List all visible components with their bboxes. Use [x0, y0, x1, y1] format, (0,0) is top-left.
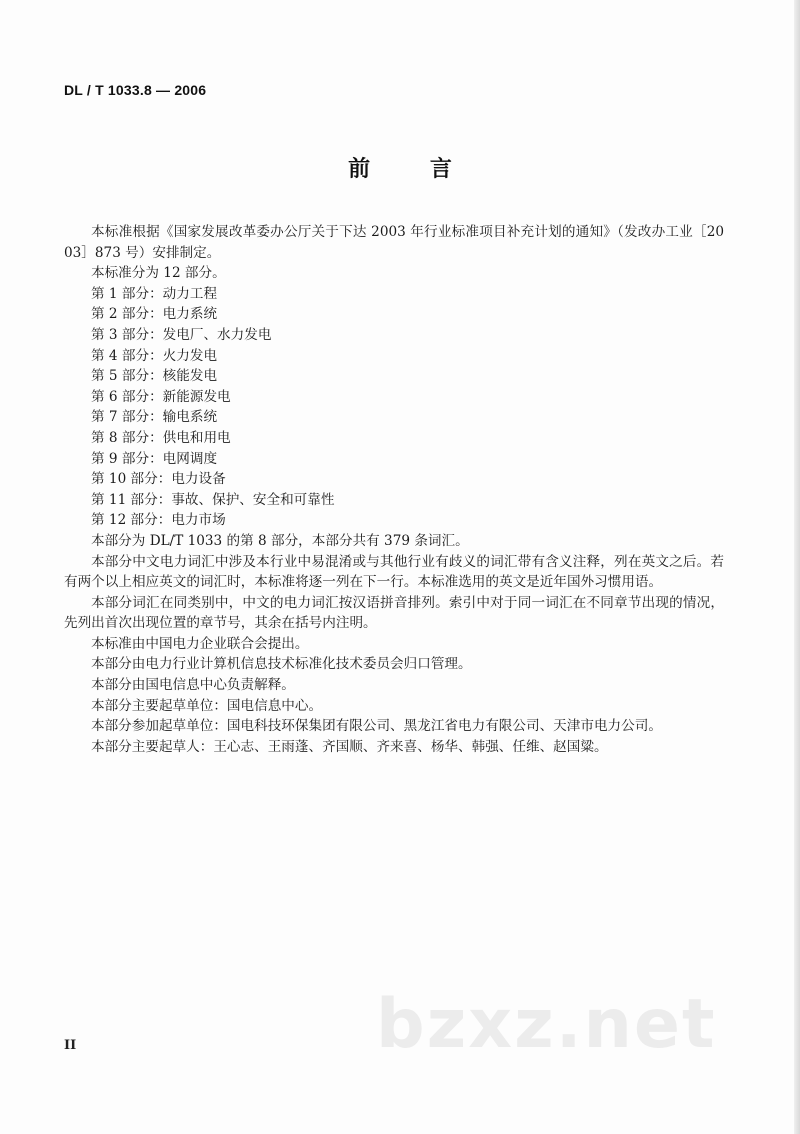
standard-code: DL / T 1033.8 — 2006: [64, 82, 207, 98]
list-item: 第 5 部分：核能发电: [91, 368, 218, 385]
paragraph: 本部分中文电力词汇中涉及本行业中易混淆或与其他行业有歧义的词汇带有含义注释，列在英文之后。若有两个以上相应英文的词汇时，本标准将逐一列在下一行。本标准选用的英文是近年国外习惯用语。: [64, 553, 724, 591]
paragraph: 本标准根据《国家发展改革委办公厅关于下达 2003 年行业标准项目补充计划的通知》（发改办工业［2003］873 号）安排制定。: [64, 224, 724, 261]
page-number: II: [64, 1038, 77, 1053]
paragraph: 本部分由国电信息中心负责解释。: [91, 677, 295, 694]
paragraph: 本部分为 DL/T 1033 的第 8 部分，本部分共有 379 条词汇。: [91, 532, 469, 549]
list-item: 第 10 部分：电力设备: [91, 471, 226, 488]
list-item: 第 9 部分：电网调度: [91, 450, 218, 467]
list-item: 第 8 部分：供电和用电: [91, 429, 231, 446]
paragraph: 本部分主要起草人：王心志、王雨蓬、齐国顺、齐来喜、杨华、韩强、任维、赵国粱。: [91, 738, 608, 755]
watermark: bzxz.net: [376, 985, 717, 1064]
list-item: 第 11 部分：事故、保护、安全和可靠性: [91, 491, 335, 508]
paragraph: 本部分主要起草单位：国电信息中心。: [91, 697, 323, 714]
list-item: 第 4 部分：火力发电: [91, 347, 218, 364]
page-title: 前 言: [348, 157, 478, 182]
foreword-body: [64, 222, 724, 757]
paragraph: 本部分由电力行业计算机信息技术标准化技术委员会归口管理。: [91, 656, 472, 673]
paragraph: 本部分参加起草单位：国电科技环保集团有限公司、黑龙江省电力有限公司、天津市电力公司。: [91, 718, 662, 735]
list-item: 第 12 部分：电力市场: [91, 512, 226, 529]
paragraph: 本部分词汇在同类别中，中文的电力词汇按汉语拼音排列。索引中对于同一词汇在不同章节出现的情况，先列出首次出现位置的章节号，其余在括号内注明。: [64, 594, 724, 632]
list-item: 第 1 部分：动力工程: [91, 285, 218, 302]
list-item: 第 6 部分：新能源发电: [91, 388, 231, 405]
paragraph: 本标准由中国电力企业联合会提出。: [91, 635, 309, 652]
list-item: 第 3 部分：发电厂、水力发电: [91, 326, 272, 343]
list-item: 第 2 部分：电力系统: [91, 306, 218, 323]
paragraph: 本标准分为 12 部分。: [91, 265, 226, 282]
list-item: 第 7 部分：输电系统: [91, 409, 218, 426]
